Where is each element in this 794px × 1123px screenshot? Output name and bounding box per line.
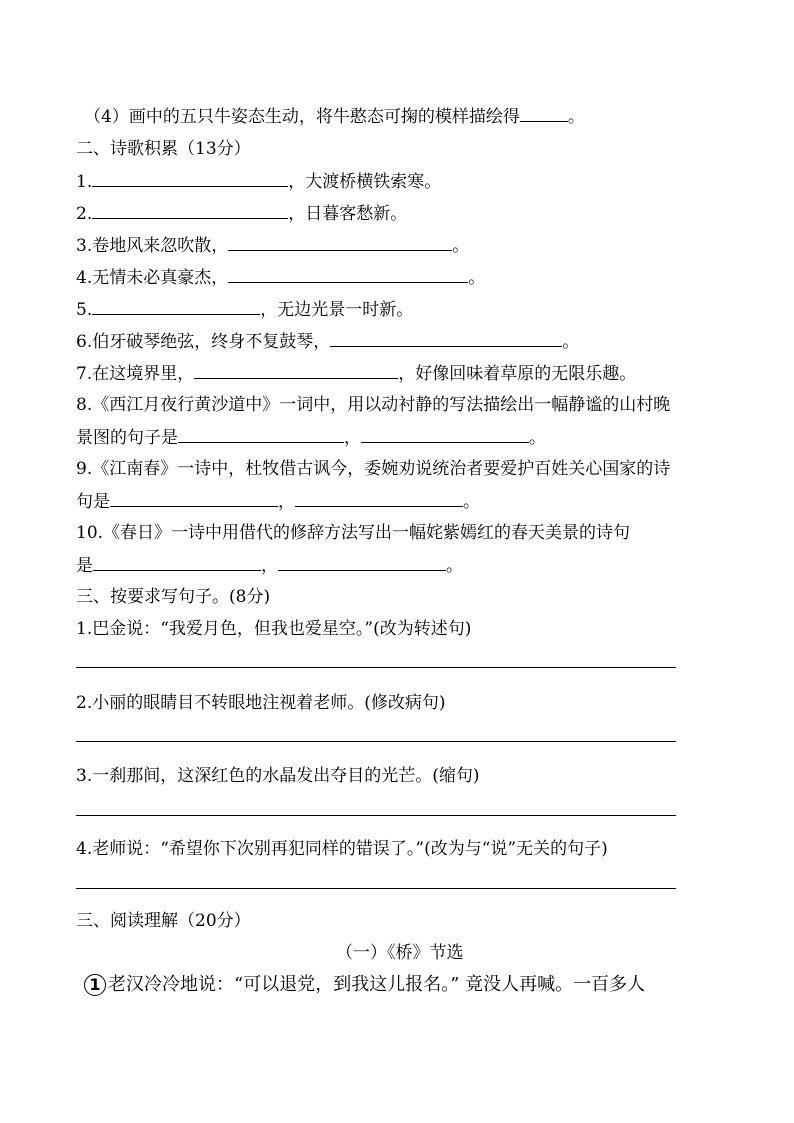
paragraph-number-badge: 1 [84,974,106,996]
sentence-item-1: 1.巴金说：“我爱月色，但我也爱星空。”(改为转述句) [76,619,472,639]
poem-item-9-line1: 9.《江南春》一诗中，杜牧借古讽今，委婉劝说统治者要爱护百姓关心国家的诗 [76,459,671,479]
sentence-item-3: 3.一刹那间，这深红色的水晶发出夺目的光芒。(缩句) [76,766,480,786]
answer-blank[interactable] [228,266,468,283]
poem-item-9-line2: 句是 ， 。 [76,492,480,512]
poem-item-1: 1. ，大渡桥横铁索寒。 [76,172,442,192]
answer-blank[interactable] [330,330,562,347]
answer-blank[interactable] [361,426,529,443]
answer-blank[interactable] [228,234,452,251]
answer-blank[interactable] [92,170,288,187]
poem-item-8-line2: 景图的句子是 ， 。 [76,428,546,448]
section-heading-reading: 三、阅读理解（20分） [76,911,251,931]
answer-blank[interactable] [520,105,568,122]
poem-item-5: 5. ，无边光景一时新。 [76,300,414,320]
reading-subheading: （一）《桥》节选 [336,943,464,963]
sentence-item-4: 4.老师说：“希望你下次别再犯同样的错误了。”(改为与“说”无关的句子) [76,839,608,859]
answer-blank[interactable] [110,490,278,507]
answer-blank[interactable] [278,554,446,571]
paragraph-text: 老汉冷冷地说：“可以退党，到我这儿报名。” 竟没人再喊。一百多人 [108,974,646,995]
answer-line[interactable] [76,888,676,889]
poem-item-2: 2. ，日暮客愁新。 [76,204,408,224]
section-heading-poetry: 二、诗歌积累（13分） [76,139,251,159]
poem-item-10-line1: 10.《春日》一诗中用借代的修辞方法写出一幅姹紫嫣红的春天美景的诗句 [76,523,631,543]
sentence-item-2: 2.小丽的眼睛目不转眼地注视着老师。(修改病句) [76,693,446,713]
answer-blank[interactable] [178,426,344,443]
question-4: （4）画中的五只牛姿态生动，将牛憨态可掬的模样描绘得 。 [84,107,585,127]
poem-item-3: 3.卷地风来忽吹散， 。 [76,236,470,256]
poem-item-10-line2: 是 ， 。 [76,556,463,576]
poem-item-4: 4.无情未必真豪杰， 。 [76,268,486,288]
section-heading-sentences: 三、按要求写句子。(8分) [76,587,271,607]
poem-item-7: 7.在这境界里， ，好像回味着草原的无限乐趣。 [76,364,637,384]
reading-paragraph-1 [84,974,645,996]
question-4-text: （4）画中的五只牛姿态生动，将牛憨态可掬的模样描绘得 [84,107,520,127]
answer-line[interactable] [76,741,676,742]
answer-blank[interactable] [295,490,463,507]
answer-blank[interactable] [92,202,288,219]
poem-item-8-line1: 8.《西江月夜行黄沙道中》一词中，用以动衬静的写法描绘出一幅静谧的山村晚 [76,395,671,415]
answer-line[interactable] [76,815,676,816]
answer-blank[interactable] [93,554,261,571]
poem-item-6: 6.伯牙破琴绝弦，终身不复鼓琴， 。 [76,332,580,352]
answer-line[interactable] [76,667,676,668]
answer-blank[interactable] [92,298,260,315]
answer-blank[interactable] [194,362,398,379]
